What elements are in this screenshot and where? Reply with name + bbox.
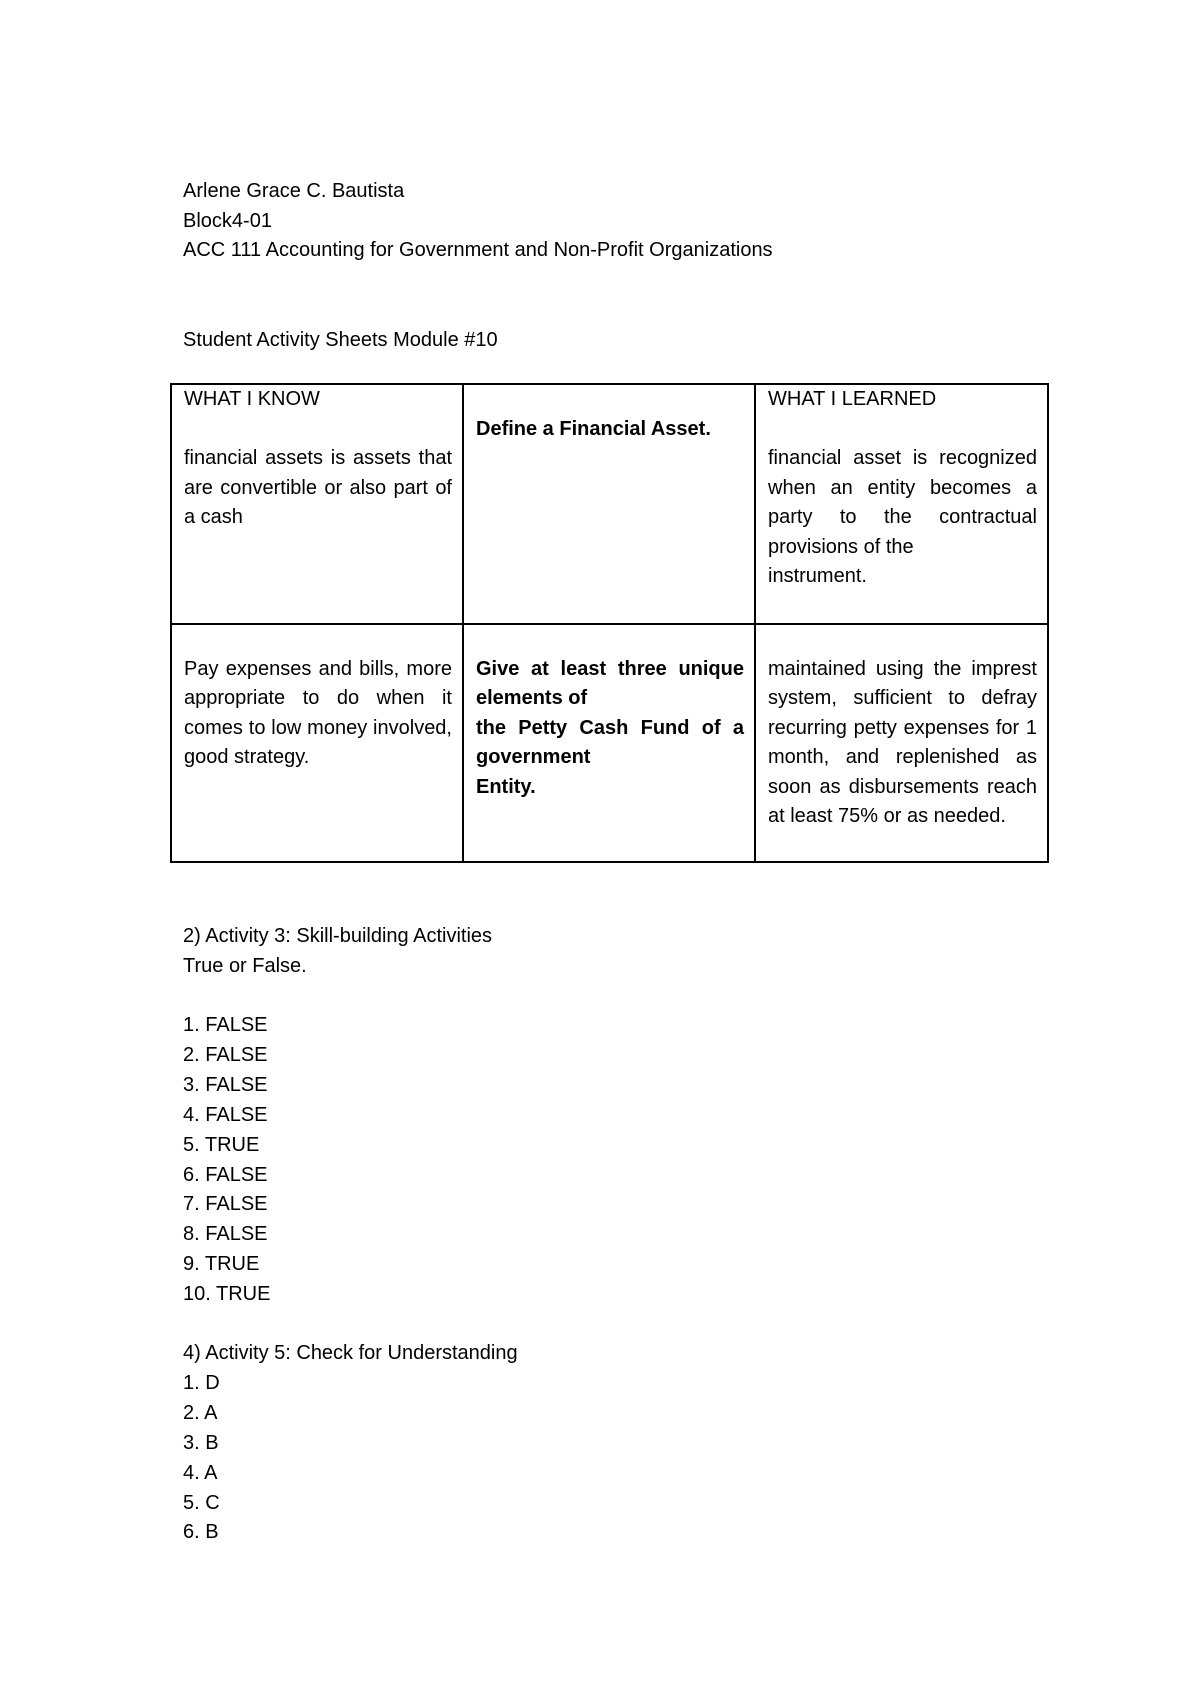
list-item: 4. A xyxy=(183,1462,218,1484)
question-line-1: Give at least three unique elements of xyxy=(476,657,744,709)
list-item: 1. FALSE xyxy=(183,1014,268,1036)
what-i-learned-text: maintained using the imprest system, sufficient to defray recurring petty expenses for 1 month, and replenished as soon as disbursements reach at least 75% or as needed. xyxy=(768,657,1037,827)
activity-3-instruction: True or False. xyxy=(183,955,307,977)
list-item: 1. D xyxy=(183,1372,220,1394)
what-i-learned-text: financial asset is recognized when an entity becomes a party to the contractual provisions of the xyxy=(768,447,1037,558)
list-item: 5. C xyxy=(183,1492,220,1514)
list-item: 8. FALSE xyxy=(183,1223,268,1245)
activity-3-title: 2) Activity 3: Skill-building Activities xyxy=(183,925,493,947)
list-item: 6. FALSE xyxy=(183,1164,268,1186)
list-item: 5. TRUE xyxy=(183,1134,260,1156)
what-i-know-text: financial assets is assets that are convertible or also part of a cash xyxy=(184,447,452,528)
what-i-learned-heading: WHAT I LEARNED xyxy=(768,388,937,410)
question-cell xyxy=(463,624,755,862)
what-i-know-heading: WHAT I KNOW xyxy=(184,388,320,410)
student-name: Arlene Grace C. Bautista xyxy=(183,180,405,202)
table-row xyxy=(171,624,1048,862)
what-i-know-cell xyxy=(171,624,463,862)
what-i-know-text: Pay expenses and bills, more appropriate to do when it comes to low money involved, good strategy. xyxy=(184,657,452,768)
course-title: ACC 111 Accounting for Government and Non-Profit Organizations xyxy=(183,239,773,261)
list-item: 9. TRUE xyxy=(183,1253,260,1275)
question-text: Define a Financial Asset. xyxy=(476,417,711,440)
question-cell xyxy=(463,384,755,624)
question-line-2: the Petty Cash Fund of a government xyxy=(476,716,744,768)
activity-sheet-table xyxy=(170,383,1049,863)
activity-5-title: 4) Activity 5: Check for Understanding xyxy=(183,1342,518,1364)
list-item: 7. FALSE xyxy=(183,1193,268,1215)
module-title: Student Activity Sheets Module #10 xyxy=(183,329,498,351)
block-label: Block4-01 xyxy=(183,210,272,232)
list-item: 6. B xyxy=(183,1521,219,1543)
list-item: 10. TRUE xyxy=(183,1283,271,1305)
what-i-learned-cell xyxy=(755,624,1048,862)
table-row xyxy=(171,384,1048,624)
list-item: 4. FALSE xyxy=(183,1104,268,1126)
what-i-know-cell xyxy=(171,384,463,624)
list-item: 2. FALSE xyxy=(183,1044,268,1066)
question-line-3: Entity. xyxy=(476,775,536,798)
list-item: 2. A xyxy=(183,1402,218,1424)
list-item: 3. B xyxy=(183,1432,219,1454)
list-item: 3. FALSE xyxy=(183,1074,268,1096)
what-i-learned-cell xyxy=(755,384,1048,624)
what-i-learned-text-last: instrument. xyxy=(768,565,867,587)
